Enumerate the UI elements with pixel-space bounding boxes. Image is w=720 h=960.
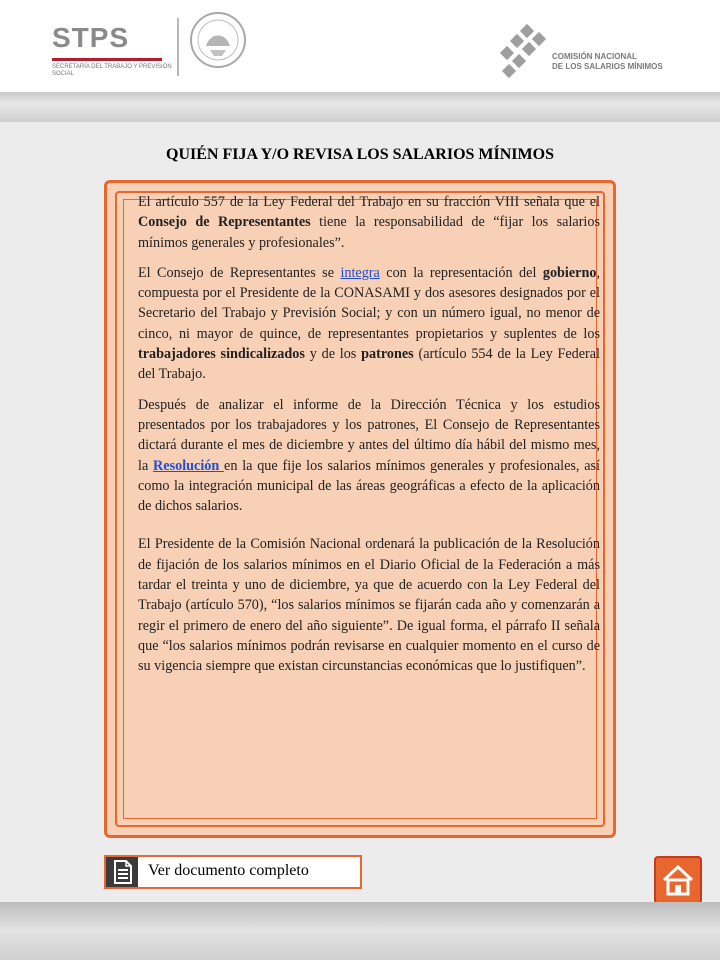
bold-term: Consejo de Representantes — [138, 214, 311, 231]
stps-logo-subtitle: SECRETARÍA DEL TRABAJO Y PREVISIÓN SOCIAL — [52, 64, 172, 77]
text-span: en la que fije los salarios mínimos generales y profesionales, así como la integración municipal de las áreas geográficas a efecto de la aplicación de dichos salarios. — [138, 457, 601, 515]
article-text — [138, 192, 600, 687]
paragraph-4: El Presidente de la Comisión Nacional ordenará la publicación de la Resolución de fijación de los salarios mínimos en el Diario Oficial de la Federación a más tardar el treinta y uno de diciembre, ya que de acuerdo con la Ley Federal del Trabajo (artículo 570), “los salarios mínimos se fijarán cada año y comenzarán a regir el primero de enero del año siguiente”. De igual forma, el párrafo II señala que “los salarios mínimos podrán revisarse en cualquier momento en el curso de su vigencia siempre que existan circunstancias económicas que lo justifiquen”. — [138, 536, 600, 675]
home-button[interactable] — [654, 856, 702, 904]
header-divider — [177, 18, 179, 76]
integra-link[interactable]: integra — [340, 264, 380, 281]
top-band — [0, 92, 720, 122]
bottom-band — [0, 902, 720, 960]
stps-logo — [52, 20, 172, 80]
document-icon — [106, 857, 138, 887]
paragraph-2 — [138, 263, 600, 385]
paragraph-1 — [138, 192, 600, 253]
view-full-document-label: Ver documento completo — [148, 862, 309, 879]
text-span: (artículo 554 de la Ley Federal del Trabajo. — [138, 346, 600, 383]
text-span: con la representación del — [379, 264, 543, 281]
bold-term: trabajadores sindicalizados — [138, 346, 305, 363]
text-span: , compuesta por el Presidente de la CONASAMI y dos asesores designados por el Secretario del Trabajo y Previsión Social; y con un número igual, no menor de cinco, ni mayor de quince, de representantes propietarios y suplentes de los — [138, 264, 600, 342]
conasami-line2: DE LOS SALARIOS MÍNIMOS — [552, 62, 663, 71]
text-span: Después de analizar el informe de la Dirección Técnica y los estudios presentados por los trabajadores y los patrones, El Consejo de Representantes dictará durante el mes de diciembre y antes del último día hábil del mismo mes, la — [138, 396, 600, 474]
page-title: QUIÉN FIJA Y/O REVISA LOS SALARIOS MÍNIMOS — [166, 146, 554, 163]
home-icon — [656, 858, 700, 902]
paragraph-3 — [138, 395, 600, 517]
text-span: El Consejo de Representantes se — [138, 264, 341, 281]
header — [0, 0, 720, 92]
conasami-mark-icon — [496, 22, 550, 82]
stps-logo-name: STPS — [52, 22, 130, 53]
view-full-document-button[interactable] — [104, 855, 362, 889]
bold-term: gobierno — [542, 264, 597, 281]
text-span: tiene la responsabilidad de “fijar los salarios mínimos generales y profesionales”. — [138, 214, 600, 251]
text-span: El artículo 557 de la Ley Federal del Trabajo en su fracción VIII señala que el — [138, 194, 600, 210]
text-span: y de los — [304, 346, 362, 363]
stps-logo-bar — [52, 58, 162, 61]
conasami-line1: COMISIÓN NACIONAL — [552, 52, 637, 61]
resolucion-link[interactable]: Resolución — [153, 457, 225, 474]
conasami-logo — [496, 22, 696, 86]
mexico-seal-icon — [188, 10, 248, 74]
bold-term: patrones — [361, 346, 414, 363]
conasami-logo-text — [552, 52, 663, 72]
